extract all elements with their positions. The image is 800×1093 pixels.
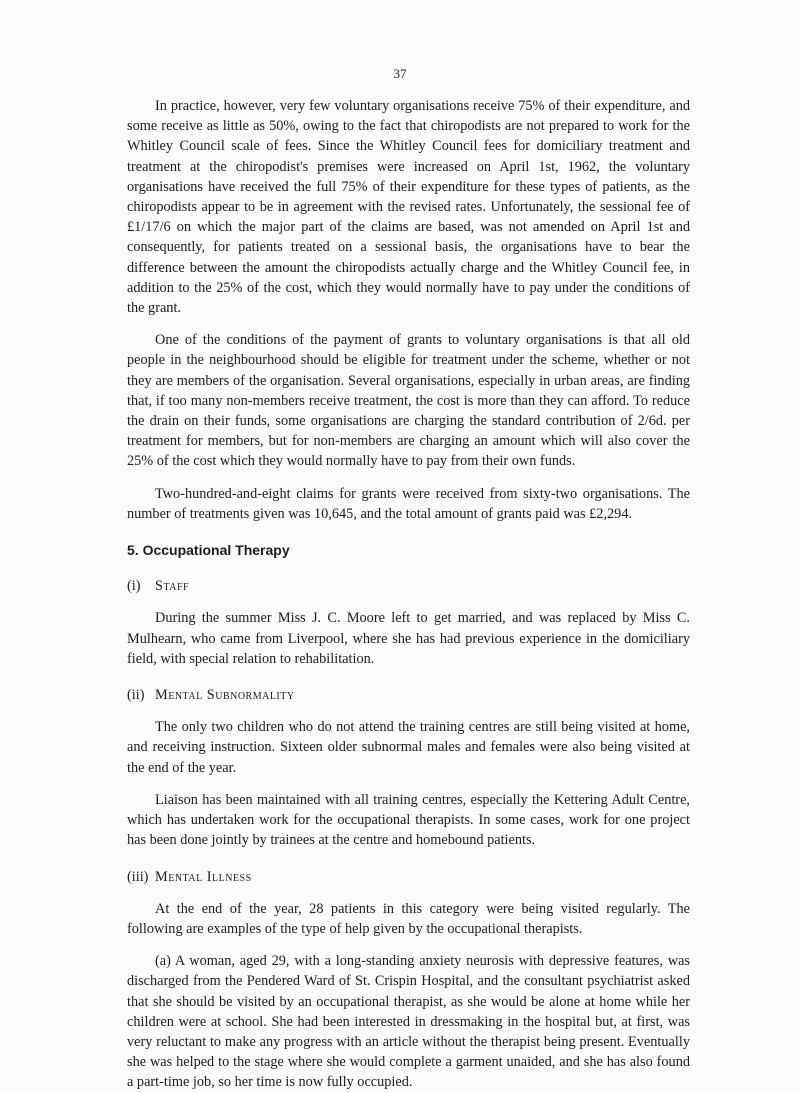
paragraph-chiropody-grants: In practice, however, very few voluntary organisations receive 75% of their expenditure, and some receive as little as 50%, owing to the fact that chiropodists are not prepared to work for the Whitley Council scale of fees. Since the Whitley Council fees for domiciliary treatment and treatment at the chiropodist's premises were increased on April 1st, 1962, the voluntary organisations have received the full 75% of their expenditure for these types of patients, as the chiropodists appear to be in agreement with the revised rates. Unfortunately, the sessional fee of £1/17/6 on which the major part of the claims are based, was not amended on April 1st and consequently, for patients treated on a sessional basis, the organisations have to bear the difference between the amount the chiropodists actually charge and the Whitley Council fee, in addition to the 25% of the cost, which they would normally have to pay under the conditions of the grant. <box>127 98 690 317</box>
document-body <box>127 96 690 1093</box>
paragraph-staff: During the summer Miss J. C. Moore left to get married, and was replaced by Miss C. Mulhearn, who came from Liverpool, where she has had previous experience in the domiciliary field, with special relation to rehabilitation. <box>127 610 690 667</box>
paragraph-training-centres: Liaison has been maintained with all training centres, especially the Kettering Adult Centre, which has undertaken work for the occupational therapists. In some cases, work for one project has been done jointly by trainees at the centre and homebound patients. <box>127 791 690 849</box>
page-number: 37 <box>393 66 407 81</box>
paragraph-case-example-a: (a) A woman, aged 29, with a long-standing anxiety neurosis with depressive features, was discharged from the Pendered Ward of St. Crispin Hospital, and the consultant psychiatrist asked that she should be visited by an occupational therapist, as she would be alone at home while her children were at school. She had been interested in dressmaking in the hospital but, at first, was very reluctant to make any progress with an article without the therapist being present. Eventually she was helped to the stage where she would complete a garment unaided, and she has also found a part-time job, so her time is now fully occupied. <box>127 953 690 1091</box>
subsection-heading-staff <box>127 576 690 596</box>
paragraph-claims-summary: Two-hundred-and-eight claims for grants were received from sixty-two organisations. The number of treatments given was 10,645, and the total amount of grants paid was £2,294. <box>127 485 690 522</box>
section-heading: 5. Occupational Therapy <box>127 542 290 559</box>
subsection-number: (iii) <box>127 868 149 885</box>
subsection-title: Mental Illness <box>155 868 252 885</box>
subsection-title: Staff <box>155 578 190 595</box>
subsection-title: Mental Subnormality <box>155 687 295 704</box>
subsection-heading-mental-subnormality <box>127 685 690 705</box>
paragraph-grant-conditions: One of the conditions of the payment of grants to voluntary organisations is that all old people in the neighbourhood should be eligible for treatment under the scheme, whether or not they are members of the organisation. Several organisations, especially in urban areas, are finding that, if too many non-members receive treatment, the cost is more than they can afford. To reduce the drain on their funds, some organisations are charging the standard contribution of 2/6d. per treatment for members, but for non-members are charging an amount which will also cover the 25% of the cost which they would normally have to pay from their own funds. <box>127 332 690 470</box>
subsection-heading-mental-illness <box>127 867 690 887</box>
subsection-number: (i) <box>127 578 141 595</box>
paragraph-illness-visits: At the end of the year, 28 patients in this category were being visited regularly. The following are examples of the type of help given by the occupational therapists. <box>127 900 690 937</box>
subsection-number: (ii) <box>127 687 145 704</box>
paragraph-subnormality-visits: The only two children who do not attend the training centres are still being visited at home, and receiving instruction. Sixteen older subnormal males and females were also being visited at the end of the year. <box>127 719 690 776</box>
